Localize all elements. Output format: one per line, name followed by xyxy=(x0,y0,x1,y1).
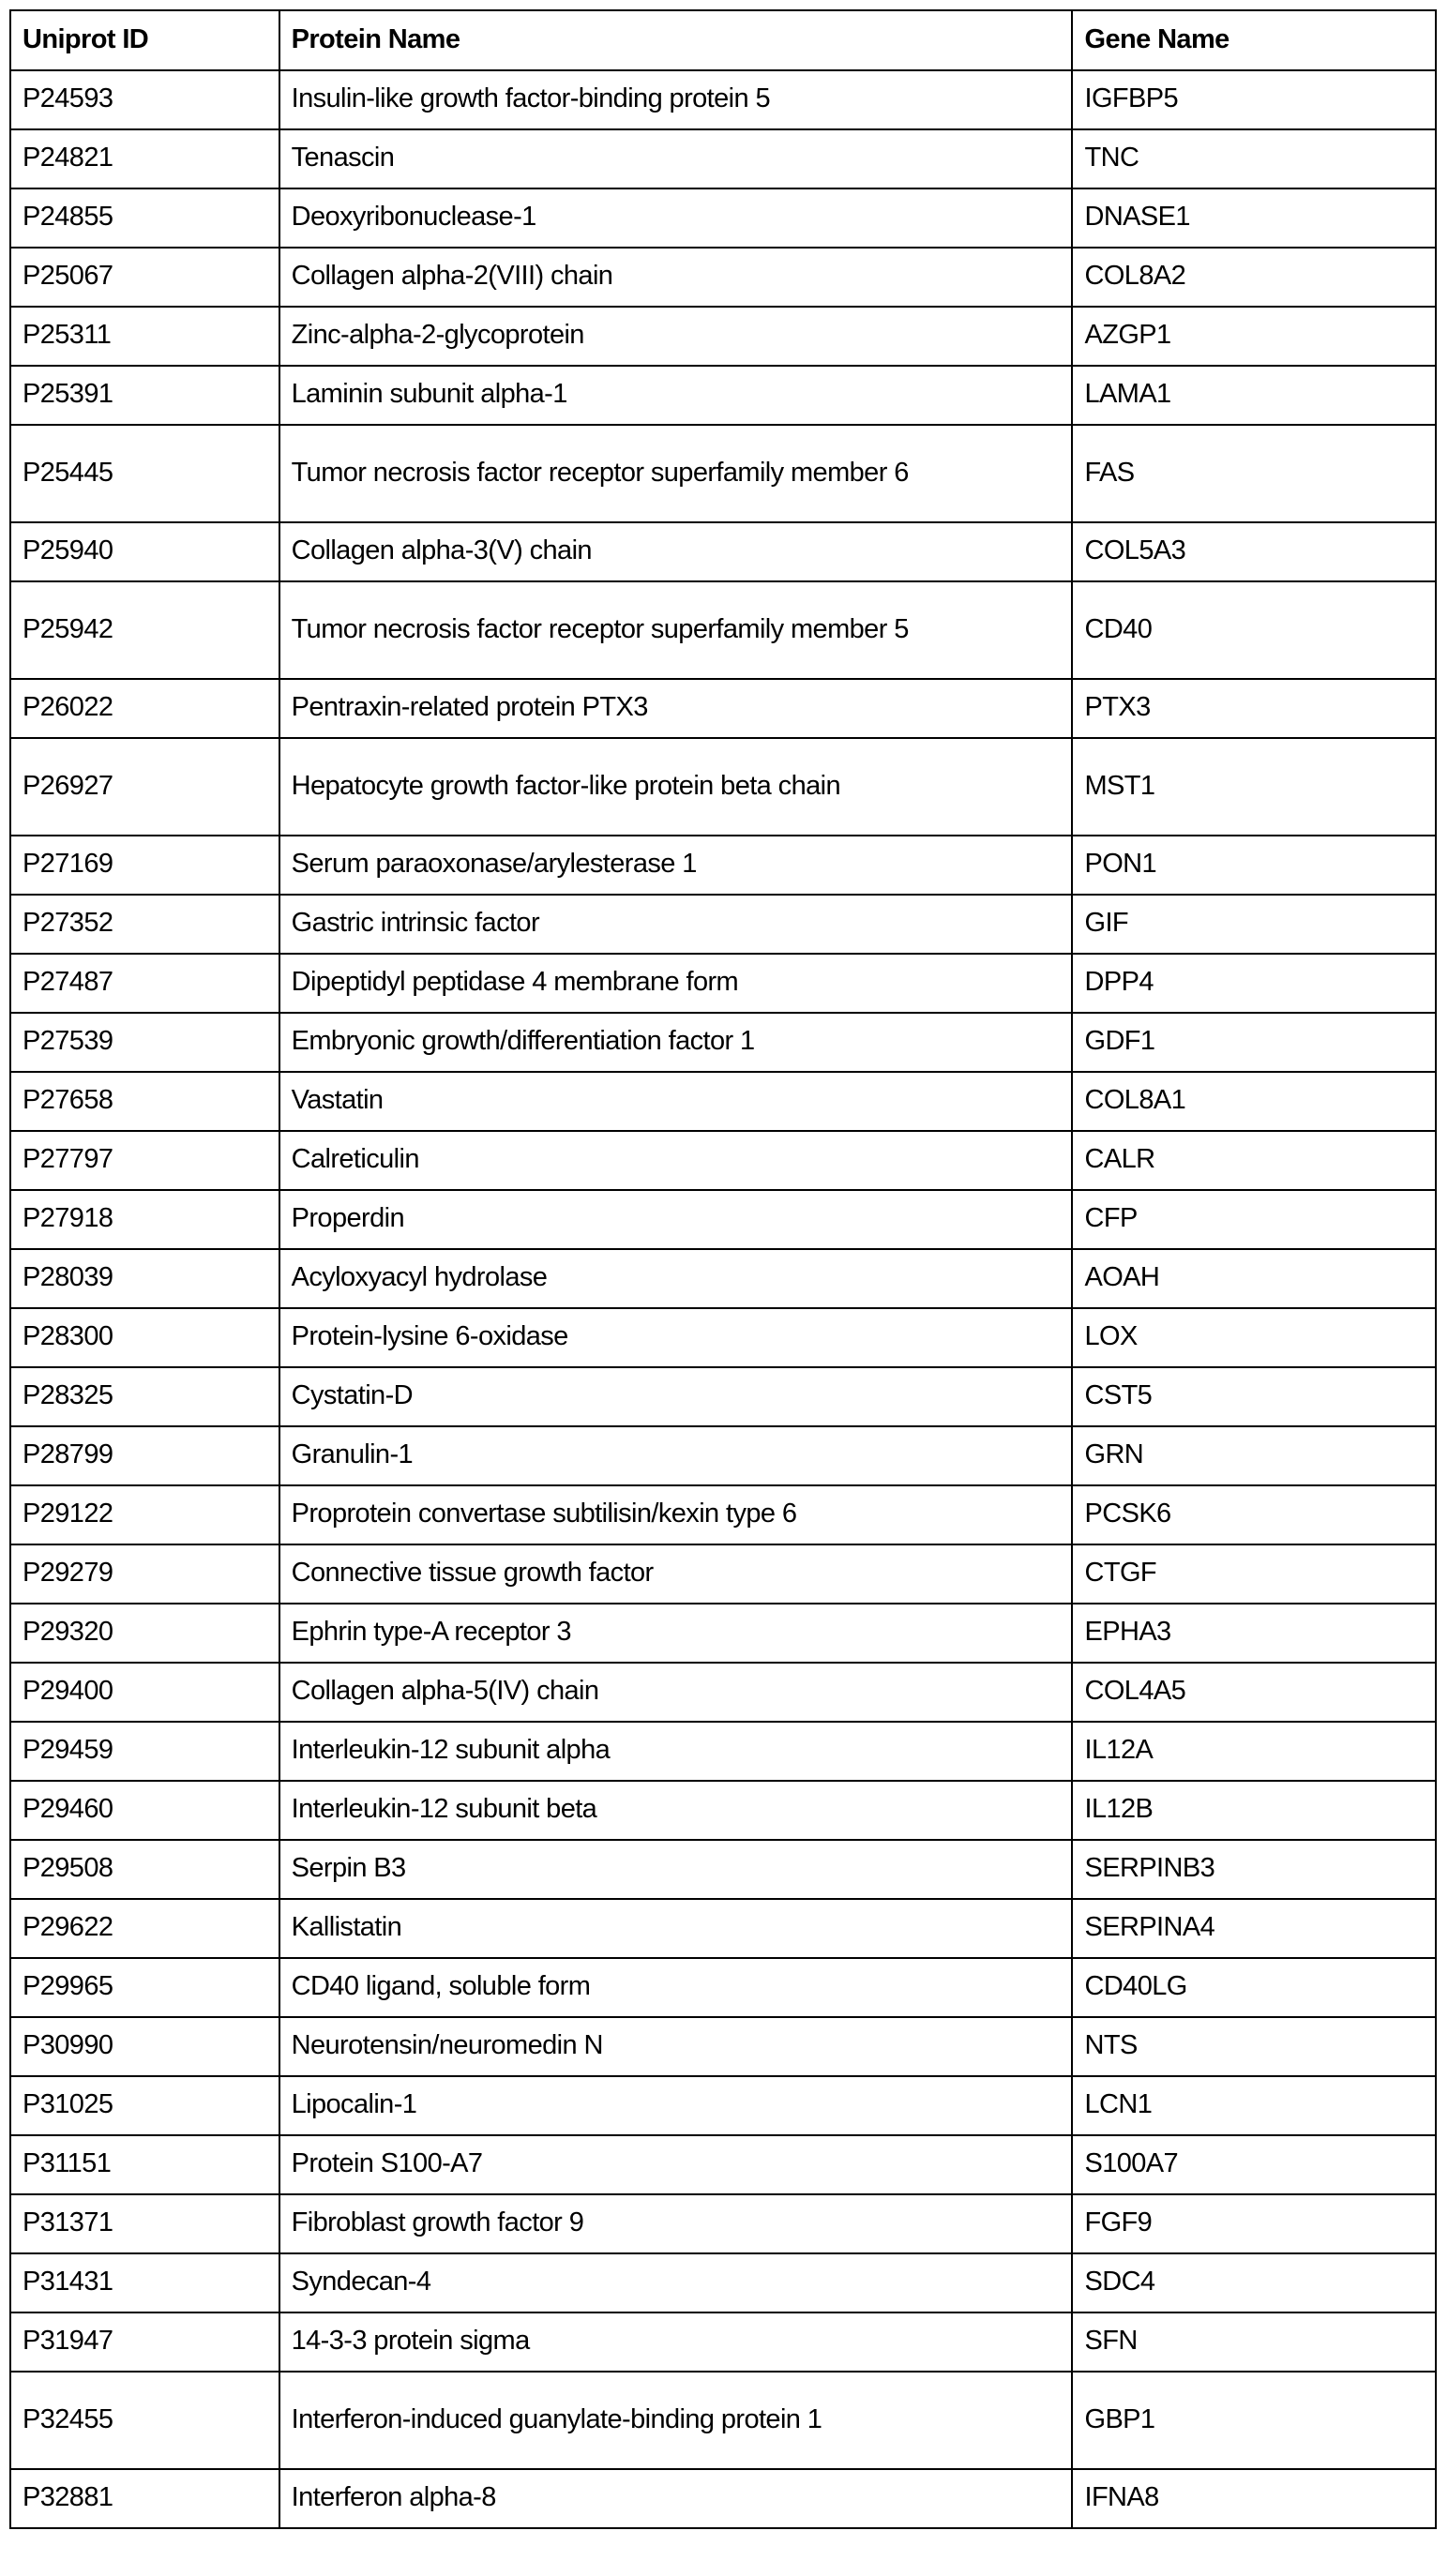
cell-gene-name: EPHA3 xyxy=(1072,1604,1436,1663)
cell-uniprot-id: P29460 xyxy=(10,1781,279,1840)
cell-protein-name: Serum paraoxonase/arylesterase 1 xyxy=(279,836,1073,895)
table-row xyxy=(10,1013,1436,1072)
cell-uniprot-id: P24593 xyxy=(10,70,279,129)
cell-gene-name: SERPINB3 xyxy=(1072,1840,1436,1899)
cell-uniprot-id: P28799 xyxy=(10,1426,279,1485)
cell-gene-name: GRN xyxy=(1072,1426,1436,1485)
cell-gene-name: COL5A3 xyxy=(1072,522,1436,581)
cell-gene-name: COL8A1 xyxy=(1072,1072,1436,1131)
cell-gene-name: CALR xyxy=(1072,1131,1436,1190)
cell-gene-name: NTS xyxy=(1072,2017,1436,2076)
cell-uniprot-id: P24855 xyxy=(10,188,279,248)
cell-gene-name: PCSK6 xyxy=(1072,1485,1436,1544)
cell-uniprot-id: P29622 xyxy=(10,1899,279,1958)
table-row xyxy=(10,1781,1436,1840)
table-row xyxy=(10,1072,1436,1131)
cell-protein-name: Neurotensin/neuromedin N xyxy=(279,2017,1073,2076)
cell-uniprot-id: P31431 xyxy=(10,2253,279,2312)
cell-protein-name: Ephrin type-A receptor 3 xyxy=(279,1604,1073,1663)
cell-uniprot-id: P25940 xyxy=(10,522,279,581)
cell-protein-name: Protein-lysine 6-oxidase xyxy=(279,1308,1073,1367)
table-row xyxy=(10,1958,1436,2017)
cell-protein-name: Vastatin xyxy=(279,1072,1073,1131)
cell-protein-name: Tumor necrosis factor receptor superfamily member 5 xyxy=(279,581,1073,679)
cell-gene-name: COL8A2 xyxy=(1072,248,1436,307)
cell-uniprot-id: P29459 xyxy=(10,1722,279,1781)
cell-gene-name: PTX3 xyxy=(1072,679,1436,738)
cell-uniprot-id: P25067 xyxy=(10,248,279,307)
table-row xyxy=(10,1249,1436,1308)
cell-uniprot-id: P29400 xyxy=(10,1663,279,1722)
cell-gene-name: SFN xyxy=(1072,2312,1436,2372)
cell-uniprot-id: P25311 xyxy=(10,307,279,366)
table-row xyxy=(10,836,1436,895)
cell-gene-name: CTGF xyxy=(1072,1544,1436,1604)
cell-uniprot-id: P28300 xyxy=(10,1308,279,1367)
table-row xyxy=(10,2017,1436,2076)
cell-uniprot-id: P25942 xyxy=(10,581,279,679)
table-row xyxy=(10,2194,1436,2253)
cell-gene-name: COL4A5 xyxy=(1072,1663,1436,1722)
cell-uniprot-id: P30990 xyxy=(10,2017,279,2076)
cell-uniprot-id: P27918 xyxy=(10,1190,279,1249)
cell-protein-name: Collagen alpha-3(V) chain xyxy=(279,522,1073,581)
table-row xyxy=(10,522,1436,581)
table-row xyxy=(10,2076,1436,2135)
cell-uniprot-id: P31947 xyxy=(10,2312,279,2372)
cell-gene-name: CD40LG xyxy=(1072,1958,1436,2017)
cell-protein-name: Insulin-like growth factor-binding protein 5 xyxy=(279,70,1073,129)
cell-uniprot-id: P29508 xyxy=(10,1840,279,1899)
cell-protein-name: Pentraxin-related protein PTX3 xyxy=(279,679,1073,738)
table-row xyxy=(10,366,1436,425)
cell-protein-name: Connective tissue growth factor xyxy=(279,1544,1073,1604)
cell-gene-name: GDF1 xyxy=(1072,1013,1436,1072)
cell-protein-name: CD40 ligand, soluble form xyxy=(279,1958,1073,2017)
cell-protein-name: Cystatin-D xyxy=(279,1367,1073,1426)
cell-uniprot-id: P29122 xyxy=(10,1485,279,1544)
cell-uniprot-id: P31025 xyxy=(10,2076,279,2135)
cell-gene-name: AZGP1 xyxy=(1072,307,1436,366)
cell-uniprot-id: P32881 xyxy=(10,2469,279,2528)
cell-gene-name: IL12B xyxy=(1072,1781,1436,1840)
header-uniprot-id: Uniprot ID xyxy=(10,10,279,70)
cell-protein-name: Fibroblast growth factor 9 xyxy=(279,2194,1073,2253)
cell-protein-name: Serpin B3 xyxy=(279,1840,1073,1899)
cell-uniprot-id: P26927 xyxy=(10,738,279,836)
table-row xyxy=(10,895,1436,954)
header-protein-name: Protein Name xyxy=(279,10,1073,70)
cell-protein-name: Protein S100-A7 xyxy=(279,2135,1073,2194)
table-row xyxy=(10,1485,1436,1544)
cell-protein-name: Kallistatin xyxy=(279,1899,1073,1958)
cell-uniprot-id: P27487 xyxy=(10,954,279,1013)
cell-protein-name: Granulin-1 xyxy=(279,1426,1073,1485)
table-row xyxy=(10,1840,1436,1899)
cell-protein-name: Collagen alpha-5(IV) chain xyxy=(279,1663,1073,1722)
cell-protein-name: Tumor necrosis factor receptor superfamily member 6 xyxy=(279,425,1073,522)
table-body xyxy=(10,70,1436,2528)
table-row xyxy=(10,679,1436,738)
table-row xyxy=(10,1722,1436,1781)
cell-uniprot-id: P32455 xyxy=(10,2372,279,2469)
table-row xyxy=(10,248,1436,307)
cell-gene-name: GBP1 xyxy=(1072,2372,1436,2469)
table-row xyxy=(10,70,1436,129)
cell-gene-name: IL12A xyxy=(1072,1722,1436,1781)
cell-gene-name: SDC4 xyxy=(1072,2253,1436,2312)
table-row xyxy=(10,425,1436,522)
cell-protein-name: Zinc-alpha-2-glycoprotein xyxy=(279,307,1073,366)
table-row xyxy=(10,1190,1436,1249)
table-row xyxy=(10,2253,1436,2312)
cell-protein-name: Tenascin xyxy=(279,129,1073,188)
table-row xyxy=(10,1604,1436,1663)
cell-uniprot-id: P31151 xyxy=(10,2135,279,2194)
cell-protein-name: Syndecan-4 xyxy=(279,2253,1073,2312)
table-row xyxy=(10,2312,1436,2372)
cell-protein-name: Gastric intrinsic factor xyxy=(279,895,1073,954)
cell-protein-name: Collagen alpha-2(VIII) chain xyxy=(279,248,1073,307)
table-row xyxy=(10,2135,1436,2194)
header-gene-name: Gene Name xyxy=(1072,10,1436,70)
cell-protein-name: Calreticulin xyxy=(279,1131,1073,1190)
table-row xyxy=(10,738,1436,836)
cell-protein-name: 14-3-3 protein sigma xyxy=(279,2312,1073,2372)
cell-gene-name: DNASE1 xyxy=(1072,188,1436,248)
cell-uniprot-id: P27169 xyxy=(10,836,279,895)
cell-uniprot-id: P27539 xyxy=(10,1013,279,1072)
cell-protein-name: Interleukin-12 subunit beta xyxy=(279,1781,1073,1840)
table-row xyxy=(10,1544,1436,1604)
cell-uniprot-id: P26022 xyxy=(10,679,279,738)
cell-protein-name: Proprotein convertase subtilisin/kexin type 6 xyxy=(279,1485,1073,1544)
cell-gene-name: TNC xyxy=(1072,129,1436,188)
cell-gene-name: DPP4 xyxy=(1072,954,1436,1013)
cell-protein-name: Interferon-induced guanylate-binding protein 1 xyxy=(279,2372,1073,2469)
table-row xyxy=(10,2372,1436,2469)
table-header-row xyxy=(10,10,1436,70)
cell-protein-name: Acyloxyacyl hydrolase xyxy=(279,1249,1073,1308)
cell-uniprot-id: P27658 xyxy=(10,1072,279,1131)
cell-gene-name: CFP xyxy=(1072,1190,1436,1249)
cell-gene-name: GIF xyxy=(1072,895,1436,954)
cell-uniprot-id: P27352 xyxy=(10,895,279,954)
cell-gene-name: IGFBP5 xyxy=(1072,70,1436,129)
cell-gene-name: LAMA1 xyxy=(1072,366,1436,425)
table-row xyxy=(10,1131,1436,1190)
table-row xyxy=(10,1367,1436,1426)
cell-protein-name: Dipeptidyl peptidase 4 membrane form xyxy=(279,954,1073,1013)
table-row xyxy=(10,307,1436,366)
table-row xyxy=(10,1308,1436,1367)
cell-uniprot-id: P29965 xyxy=(10,1958,279,2017)
cell-protein-name: Interleukin-12 subunit alpha xyxy=(279,1722,1073,1781)
cell-uniprot-id: P25445 xyxy=(10,425,279,522)
cell-protein-name: Laminin subunit alpha-1 xyxy=(279,366,1073,425)
cell-protein-name: Lipocalin-1 xyxy=(279,2076,1073,2135)
table-row xyxy=(10,188,1436,248)
cell-gene-name: LOX xyxy=(1072,1308,1436,1367)
cell-gene-name: S100A7 xyxy=(1072,2135,1436,2194)
cell-gene-name: FAS xyxy=(1072,425,1436,522)
cell-gene-name: IFNA8 xyxy=(1072,2469,1436,2528)
cell-uniprot-id: P28039 xyxy=(10,1249,279,1308)
table-row xyxy=(10,1899,1436,1958)
cell-gene-name: LCN1 xyxy=(1072,2076,1436,2135)
cell-gene-name: CD40 xyxy=(1072,581,1436,679)
cell-uniprot-id: P29320 xyxy=(10,1604,279,1663)
cell-uniprot-id: P28325 xyxy=(10,1367,279,1426)
cell-uniprot-id: P29279 xyxy=(10,1544,279,1604)
table-row xyxy=(10,1663,1436,1722)
table-row xyxy=(10,1426,1436,1485)
table-row xyxy=(10,581,1436,679)
cell-protein-name: Deoxyribonuclease-1 xyxy=(279,188,1073,248)
cell-gene-name: FGF9 xyxy=(1072,2194,1436,2253)
cell-gene-name: PON1 xyxy=(1072,836,1436,895)
cell-gene-name: CST5 xyxy=(1072,1367,1436,1426)
cell-uniprot-id: P31371 xyxy=(10,2194,279,2253)
cell-protein-name: Embryonic growth/differentiation factor 1 xyxy=(279,1013,1073,1072)
cell-gene-name: SERPINA4 xyxy=(1072,1899,1436,1958)
cell-uniprot-id: P25391 xyxy=(10,366,279,425)
cell-uniprot-id: P24821 xyxy=(10,129,279,188)
cell-protein-name: Interferon alpha-8 xyxy=(279,2469,1073,2528)
table-row xyxy=(10,129,1436,188)
cell-protein-name: Hepatocyte growth factor-like protein beta chain xyxy=(279,738,1073,836)
cell-protein-name: Properdin xyxy=(279,1190,1073,1249)
cell-uniprot-id: P27797 xyxy=(10,1131,279,1190)
table-row xyxy=(10,2469,1436,2528)
table-row xyxy=(10,954,1436,1013)
cell-gene-name: MST1 xyxy=(1072,738,1436,836)
protein-table xyxy=(9,9,1437,2529)
cell-gene-name: AOAH xyxy=(1072,1249,1436,1308)
